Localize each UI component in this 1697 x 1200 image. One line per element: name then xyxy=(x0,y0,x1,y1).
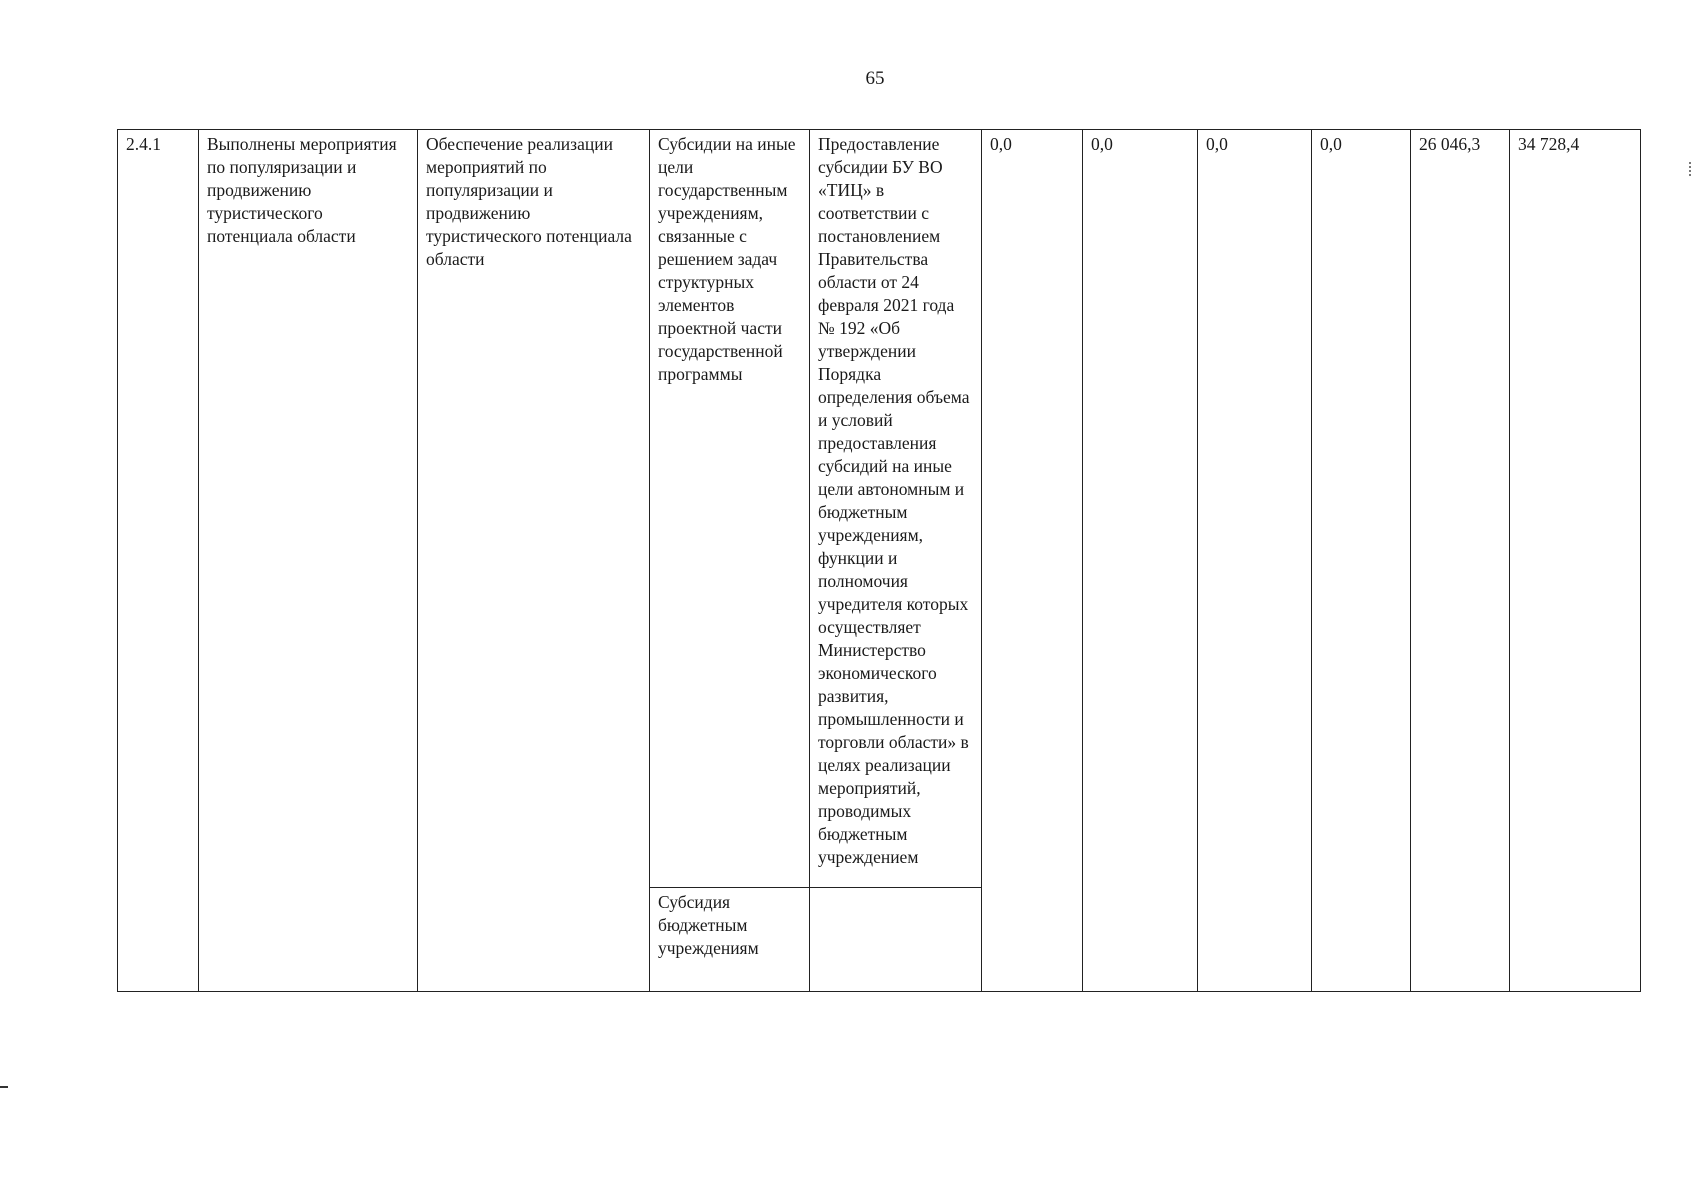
value-4: 0,0 xyxy=(1320,134,1342,154)
table-row xyxy=(118,130,1641,888)
scan-edge-mark xyxy=(0,1086,8,1088)
basis-cell xyxy=(810,130,982,888)
measure-text: Обеспечение реализации мероприятий по популяризации и продвижению туристического потенциала области xyxy=(426,134,632,269)
expense-type-text: Субсидии на иные цели государственным учреждениям, связанные с решением задач структурных элементов проектной части государственной программы xyxy=(658,134,796,384)
value-6: 34 728,4 xyxy=(1518,134,1580,154)
value-cell-4 xyxy=(1312,130,1411,992)
scan-edge-dots xyxy=(1689,162,1693,176)
value-3: 0,0 xyxy=(1206,134,1228,154)
value-cell-3 xyxy=(1198,130,1312,992)
value-2: 0,0 xyxy=(1091,134,1113,154)
measure-cell xyxy=(418,130,650,992)
value-5: 26 046,3 xyxy=(1419,134,1481,154)
page-number: 65 xyxy=(865,68,885,89)
budget-table xyxy=(117,129,1641,992)
item-code: 2.4.1 xyxy=(126,134,161,154)
value-cell-2 xyxy=(1083,130,1198,992)
result-text: Выполнены мероприятия по популяризации и продвижению туристического потенциала области xyxy=(207,134,397,246)
value-cell-6 xyxy=(1510,130,1641,992)
value-cell-1 xyxy=(982,130,1083,992)
value-1: 0,0 xyxy=(990,134,1012,154)
result-cell xyxy=(199,130,418,992)
basis-text: Предоставление субсидии БУ ВО «ТИЦ» в соответствии с постановлением Правительства области от 24 февраля 2021 года № 192 «Об утверждении Порядка определения объема и условий предоставления субсидий на иные цели автономным и бюджетным учреждениям, функции и полномочия учредителя которых осуществляет Министерство экономического развития, промышленности и торговли области» в целях реализации мероприятий, проводимых бюджетным учреждением xyxy=(818,134,970,867)
value-cell-5 xyxy=(1411,130,1510,992)
expense-type-text: Субсидия бюджетным учреждениям xyxy=(658,892,759,958)
code-cell xyxy=(118,130,199,992)
expense-type-cell xyxy=(650,130,810,888)
basis-cell-empty xyxy=(810,888,982,992)
expense-type-cell xyxy=(650,888,810,992)
